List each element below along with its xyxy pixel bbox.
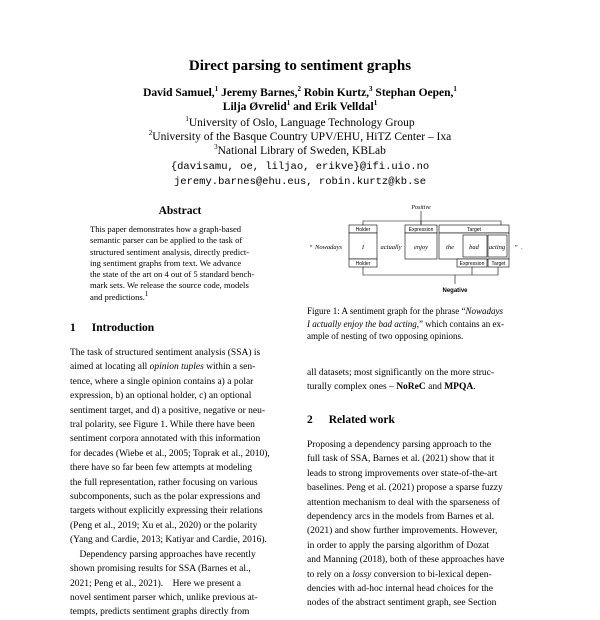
body-text: nodes of the abstract sentiment graph, see Section bbox=[307, 598, 497, 609]
body-text: (Peng et al., 2019; Xu et al., 2020) or the polarity bbox=[70, 520, 258, 531]
caption-text: ” which contains an ex- bbox=[418, 318, 504, 329]
dataset-name: MPQA bbox=[444, 382, 474, 393]
caption-line bbox=[307, 305, 531, 318]
body-line bbox=[70, 476, 294, 490]
email-line-2: jeremy.barnes@ehu.eus, robin.kurtz@kb.se bbox=[173, 176, 427, 188]
figure-caption bbox=[307, 305, 531, 343]
figure-sentiment-graph bbox=[305, 200, 533, 300]
author-affil-mark: 1 bbox=[373, 99, 378, 108]
holder-top-label: Holder bbox=[355, 227, 371, 233]
polarity-negative-label: Negative bbox=[442, 288, 468, 294]
target-top-label: Target bbox=[467, 227, 481, 233]
affil-mark: 2 bbox=[148, 129, 153, 138]
body-text: for decades (Wiebe et al., 2005; Toprak et al., 2010), bbox=[70, 448, 270, 459]
body-text: Dependency parsing approaches have recently bbox=[70, 549, 256, 560]
word-i: I bbox=[361, 244, 365, 251]
paper-title: Direct parsing to sentiment graphs bbox=[188, 58, 412, 74]
abstract-line bbox=[90, 289, 272, 303]
author: Lilja Øvrelid bbox=[222, 101, 287, 113]
affiliation-2 bbox=[0, 130, 600, 144]
caption-text: Figure 1: A sentiment graph for the phrase “ bbox=[307, 306, 466, 316]
affil-mark: 1 bbox=[185, 115, 189, 124]
section-number: 1 bbox=[70, 322, 76, 334]
body-line bbox=[70, 548, 294, 562]
caption-line bbox=[307, 318, 531, 331]
body-line bbox=[70, 418, 294, 432]
body-text: the full representation, rather focusing on various bbox=[70, 477, 258, 488]
target-bottom-label: Target bbox=[491, 261, 506, 267]
section-1-heading bbox=[70, 322, 294, 334]
body-text: full task of SSA, Barnes et al. (2021) show that it bbox=[307, 454, 495, 465]
body-line bbox=[70, 389, 294, 403]
body-line bbox=[307, 582, 531, 596]
figure-period: . bbox=[521, 244, 523, 251]
body-line bbox=[70, 447, 294, 461]
caption-phrase: Nowadays bbox=[465, 306, 503, 316]
body-line bbox=[70, 577, 294, 591]
author-affil-mark: 1 bbox=[214, 85, 219, 94]
author-affil-mark: 3 bbox=[369, 85, 373, 94]
body-line bbox=[70, 591, 294, 605]
author-affil-mark: 1 bbox=[453, 85, 457, 94]
body-text: sentiment corpora annotated with this information bbox=[70, 434, 261, 445]
author: Stephan Oepen, bbox=[375, 87, 454, 99]
author: Jeremy Barnes, bbox=[221, 87, 298, 99]
abstract-heading: Abstract bbox=[158, 205, 202, 217]
section-1-body bbox=[70, 346, 294, 620]
abstract-line: semantic parser can be applied to the task of bbox=[90, 235, 243, 246]
body-line bbox=[70, 533, 294, 547]
body-text: to rely on a bbox=[307, 569, 353, 580]
abstract-line: the state of the art on 4 out of 5 standard bench- bbox=[90, 269, 255, 280]
body-text: and bbox=[425, 382, 445, 393]
word-acting: acting bbox=[488, 244, 506, 251]
body-line bbox=[70, 346, 294, 360]
caption-phrase: I actually enjoy the bad acting, bbox=[307, 318, 419, 329]
body-text: and Manning (2018), both of these approaches have bbox=[307, 555, 505, 566]
affiliation-3 bbox=[0, 144, 600, 158]
body-text: expression, b) an optional holder, c) an optional bbox=[70, 391, 252, 402]
body-text: sentiment target, and d) a positive, negative or neu- bbox=[70, 405, 266, 416]
body-text: targets without explicitly expressing their relations bbox=[70, 506, 263, 517]
body-text: dencies with ad-hoc internal head choices for the bbox=[307, 584, 493, 595]
abstract-line: structured sentiment analysis, directly predict- bbox=[90, 246, 250, 257]
section-number: 2 bbox=[307, 414, 313, 426]
body-text: subcomponents, such as the polar expressions and bbox=[70, 492, 261, 503]
upper-edge bbox=[363, 221, 501, 225]
body-text: attention mechanism to deal with the sparseness of bbox=[307, 497, 500, 508]
affil-text: University of the Basque Country UPV/EHU, HiTZ Center – Ixa bbox=[152, 131, 452, 143]
email-line-1: {davisamu, oe, liljao, erikve}@ifi.uio.no bbox=[170, 161, 430, 173]
author-line-1 bbox=[0, 86, 600, 100]
expression-bottom-label: Expression bbox=[459, 261, 485, 267]
body-text: aimed at locating all bbox=[70, 362, 150, 373]
affiliation-1 bbox=[0, 116, 600, 130]
affil-text: University of Oslo, Language Technology Group bbox=[188, 117, 415, 129]
body-line bbox=[70, 519, 294, 533]
author: David Samuel, bbox=[143, 87, 215, 99]
body-line bbox=[307, 568, 531, 582]
body-line bbox=[70, 562, 294, 576]
body-line bbox=[307, 438, 531, 452]
affil-mark: 3 bbox=[214, 143, 218, 152]
body-text: 2021; Peng et al., 2021). Here we present a bbox=[70, 578, 241, 589]
body-line bbox=[307, 380, 531, 394]
polarity-positive-label: Positive bbox=[411, 205, 431, 211]
body-text: in order to apply the parsing algorithm of Dozat bbox=[307, 540, 490, 551]
body-text: dependency arcs in the models from Barnes et al. bbox=[307, 512, 495, 523]
author-line-2 bbox=[0, 100, 600, 114]
body-text: within a sen- bbox=[203, 362, 256, 373]
body-text: shown promising results for SSA (Barnes et al., bbox=[70, 564, 251, 575]
body-text: . bbox=[473, 382, 476, 393]
close-quote: ” bbox=[514, 244, 518, 251]
body-text: leads to strong improvements over state-of-the-art bbox=[307, 468, 498, 479]
body-line: all datasets; most significantly on the more struc- bbox=[307, 368, 495, 378]
word-nowadays: Nowadays bbox=[315, 244, 343, 251]
body-line bbox=[70, 404, 294, 418]
dataset-name: NoReC bbox=[396, 382, 426, 393]
body-line bbox=[70, 605, 294, 619]
word-bad: bad bbox=[469, 244, 479, 251]
author: and Erik Velldal bbox=[293, 101, 374, 113]
section-title: Introduction bbox=[91, 322, 155, 334]
body-line bbox=[307, 510, 531, 524]
caption-line: ample of nesting of two opposing opinions. bbox=[307, 331, 464, 342]
open-quote: “ bbox=[309, 244, 313, 251]
author-affil-mark: 1 bbox=[286, 99, 291, 108]
word-the: the bbox=[446, 244, 454, 251]
body-line bbox=[70, 360, 294, 374]
abstract-line: This paper demonstrates how a graph-based bbox=[90, 224, 242, 234]
body-text: baselines. Peng et al. (2021) propose a sparse fuzzy bbox=[307, 483, 503, 494]
body-text: tence, where a single opinion contains a) a polar bbox=[70, 376, 254, 387]
body-line bbox=[307, 539, 531, 553]
body-text: The task of structured sentiment analysis (SSA) is bbox=[70, 348, 261, 358]
body-line bbox=[70, 432, 294, 446]
body-line bbox=[307, 467, 531, 481]
abstract-body bbox=[90, 224, 272, 303]
body-text: (Yang and Cardie, 2013; Katiyar and Cardie, 2016). bbox=[70, 535, 267, 546]
body-line bbox=[307, 496, 531, 510]
emphasis: opinion tuples bbox=[149, 362, 204, 373]
body-text: turally complex ones – bbox=[307, 382, 397, 393]
body-line bbox=[307, 596, 531, 610]
lower-edge bbox=[363, 267, 498, 275]
body-text: tempts, predicts sentiment graphs directly from bbox=[70, 607, 250, 618]
col2-continuation bbox=[307, 366, 531, 395]
body-line bbox=[70, 504, 294, 518]
holder-bottom-label: Holder bbox=[355, 261, 371, 267]
body-line bbox=[70, 490, 294, 504]
section-2-heading bbox=[307, 414, 531, 426]
abstract-last-text: and predictions. bbox=[90, 291, 145, 302]
footnote-mark: 1 bbox=[144, 289, 149, 298]
body-line bbox=[307, 481, 531, 495]
body-line bbox=[307, 452, 531, 466]
body-line bbox=[70, 461, 294, 475]
abstract-line: ing sentiment graphs from text. We advance bbox=[90, 257, 242, 268]
body-line bbox=[70, 375, 294, 389]
section-title: Related work bbox=[328, 414, 395, 426]
body-line bbox=[307, 553, 531, 567]
abstract-line: mark sets. We release the source code, models bbox=[90, 280, 249, 291]
affil-text: National Library of Sweden, KBLab bbox=[217, 145, 386, 157]
section-2-body bbox=[307, 438, 531, 611]
body-text: tral polarity, see Figure 1. While there have been bbox=[70, 420, 255, 431]
emphasis: lossy bbox=[352, 569, 372, 580]
body-line bbox=[307, 524, 531, 538]
word-enjoy: enjoy bbox=[413, 244, 429, 251]
body-text: novel sentiment parser which, unlike previous at- bbox=[70, 592, 258, 603]
body-text: (2021) and show further improvements. However, bbox=[307, 526, 498, 537]
body-text: Proposing a dependency parsing approach to the bbox=[307, 440, 492, 450]
expression-top-label: Expression bbox=[408, 227, 434, 233]
author: Robin Kurtz, bbox=[303, 87, 370, 99]
word-actually: actually bbox=[380, 244, 402, 251]
author-affil-mark: 2 bbox=[297, 85, 301, 94]
body-text: conversion to bi-lexical depen- bbox=[371, 569, 492, 580]
body-text: there have so far been few attempts at modeling bbox=[70, 463, 253, 474]
